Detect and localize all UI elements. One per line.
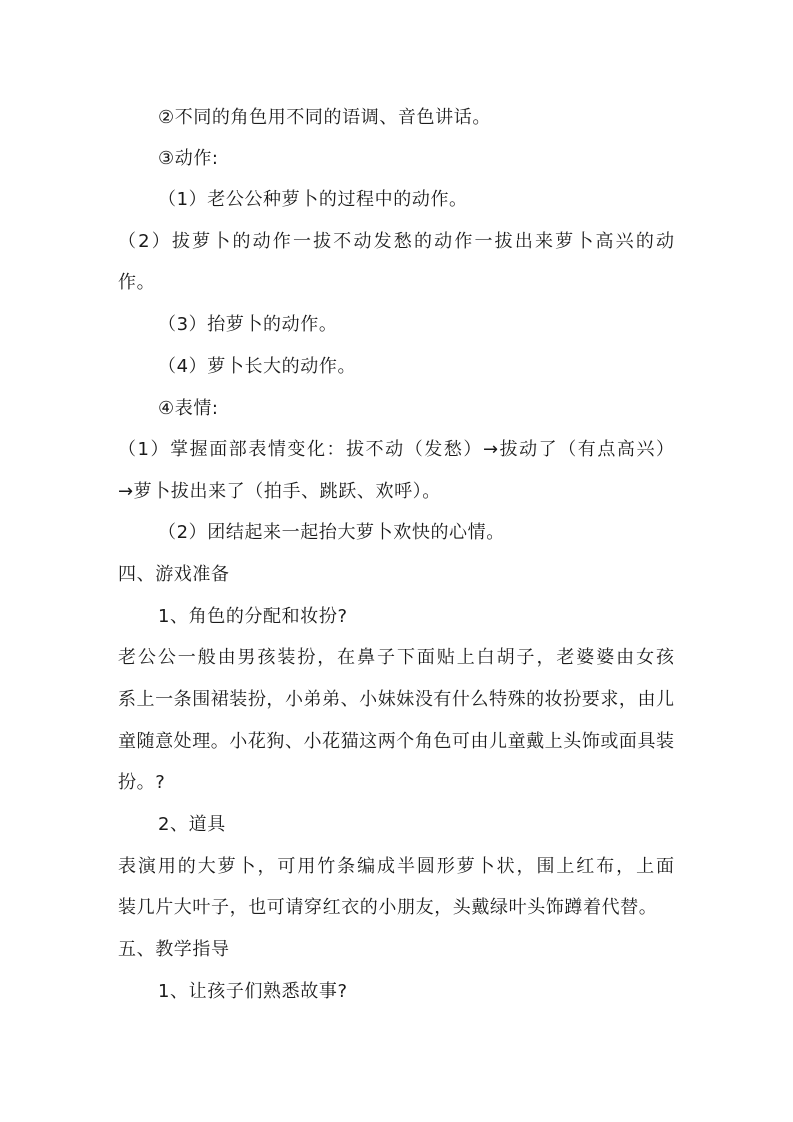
text-line: ④表情: bbox=[158, 398, 219, 419]
section-heading: 五、教学指导 bbox=[118, 939, 230, 960]
text-line: （1）老公公种萝卜的过程中的动作。 bbox=[158, 189, 468, 210]
text-line: （4）萝卜长大的动作。 bbox=[158, 356, 357, 377]
text-line: 作。 bbox=[118, 272, 156, 293]
text-line: （3）抬萝卜的动作。 bbox=[158, 314, 338, 335]
text-line: （2）拔萝卜的动作一拔不动发愁的动作一拔出来萝卜高兴的动 bbox=[118, 231, 674, 252]
text-line: →萝卜拔出来了（拍手、跳跃、欢呼）。 bbox=[118, 481, 441, 502]
subsection-heading: 2、道具 bbox=[158, 814, 226, 835]
text-line: ②不同的角色用不同的语调、音色讲话。 bbox=[158, 107, 491, 128]
text-line: 表演用的大萝卜，可用竹条编成半圆形萝卜状，围上红布，上面 bbox=[118, 856, 674, 877]
text-line: （1）掌握面部表情变化：拔不动（发愁）→拔动了（有点高兴） bbox=[118, 439, 675, 460]
subsection-heading: 1、角色的分配和妆扮? bbox=[158, 606, 348, 627]
text-line: （2）团结起来一起抬大萝卜欢快的心情。 bbox=[158, 522, 505, 543]
text-line: ③动作: bbox=[158, 148, 219, 169]
text-line: 童随意处理。小花狗、小花猫这两个角色可由儿童戴上头饰或面具装 bbox=[118, 731, 674, 752]
section-heading: 四、游戏准备 bbox=[118, 564, 230, 585]
text-line: 扮。? bbox=[118, 772, 166, 793]
subsection-heading: 1、让孩子们熟悉故事? bbox=[158, 981, 348, 1002]
text-line: 装几片大叶子，也可请穿红衣的小朋友，头戴绿叶头饰蹲着代替。 bbox=[118, 897, 658, 918]
text-line: 系上一条围裙装扮，小弟弟、小妹妹没有什么特殊的妆扮要求，由儿 bbox=[118, 689, 674, 710]
text-line: 老公公一般由男孩装扮，在鼻子下面贴上白胡子，老婆婆由女孩 bbox=[118, 647, 674, 668]
